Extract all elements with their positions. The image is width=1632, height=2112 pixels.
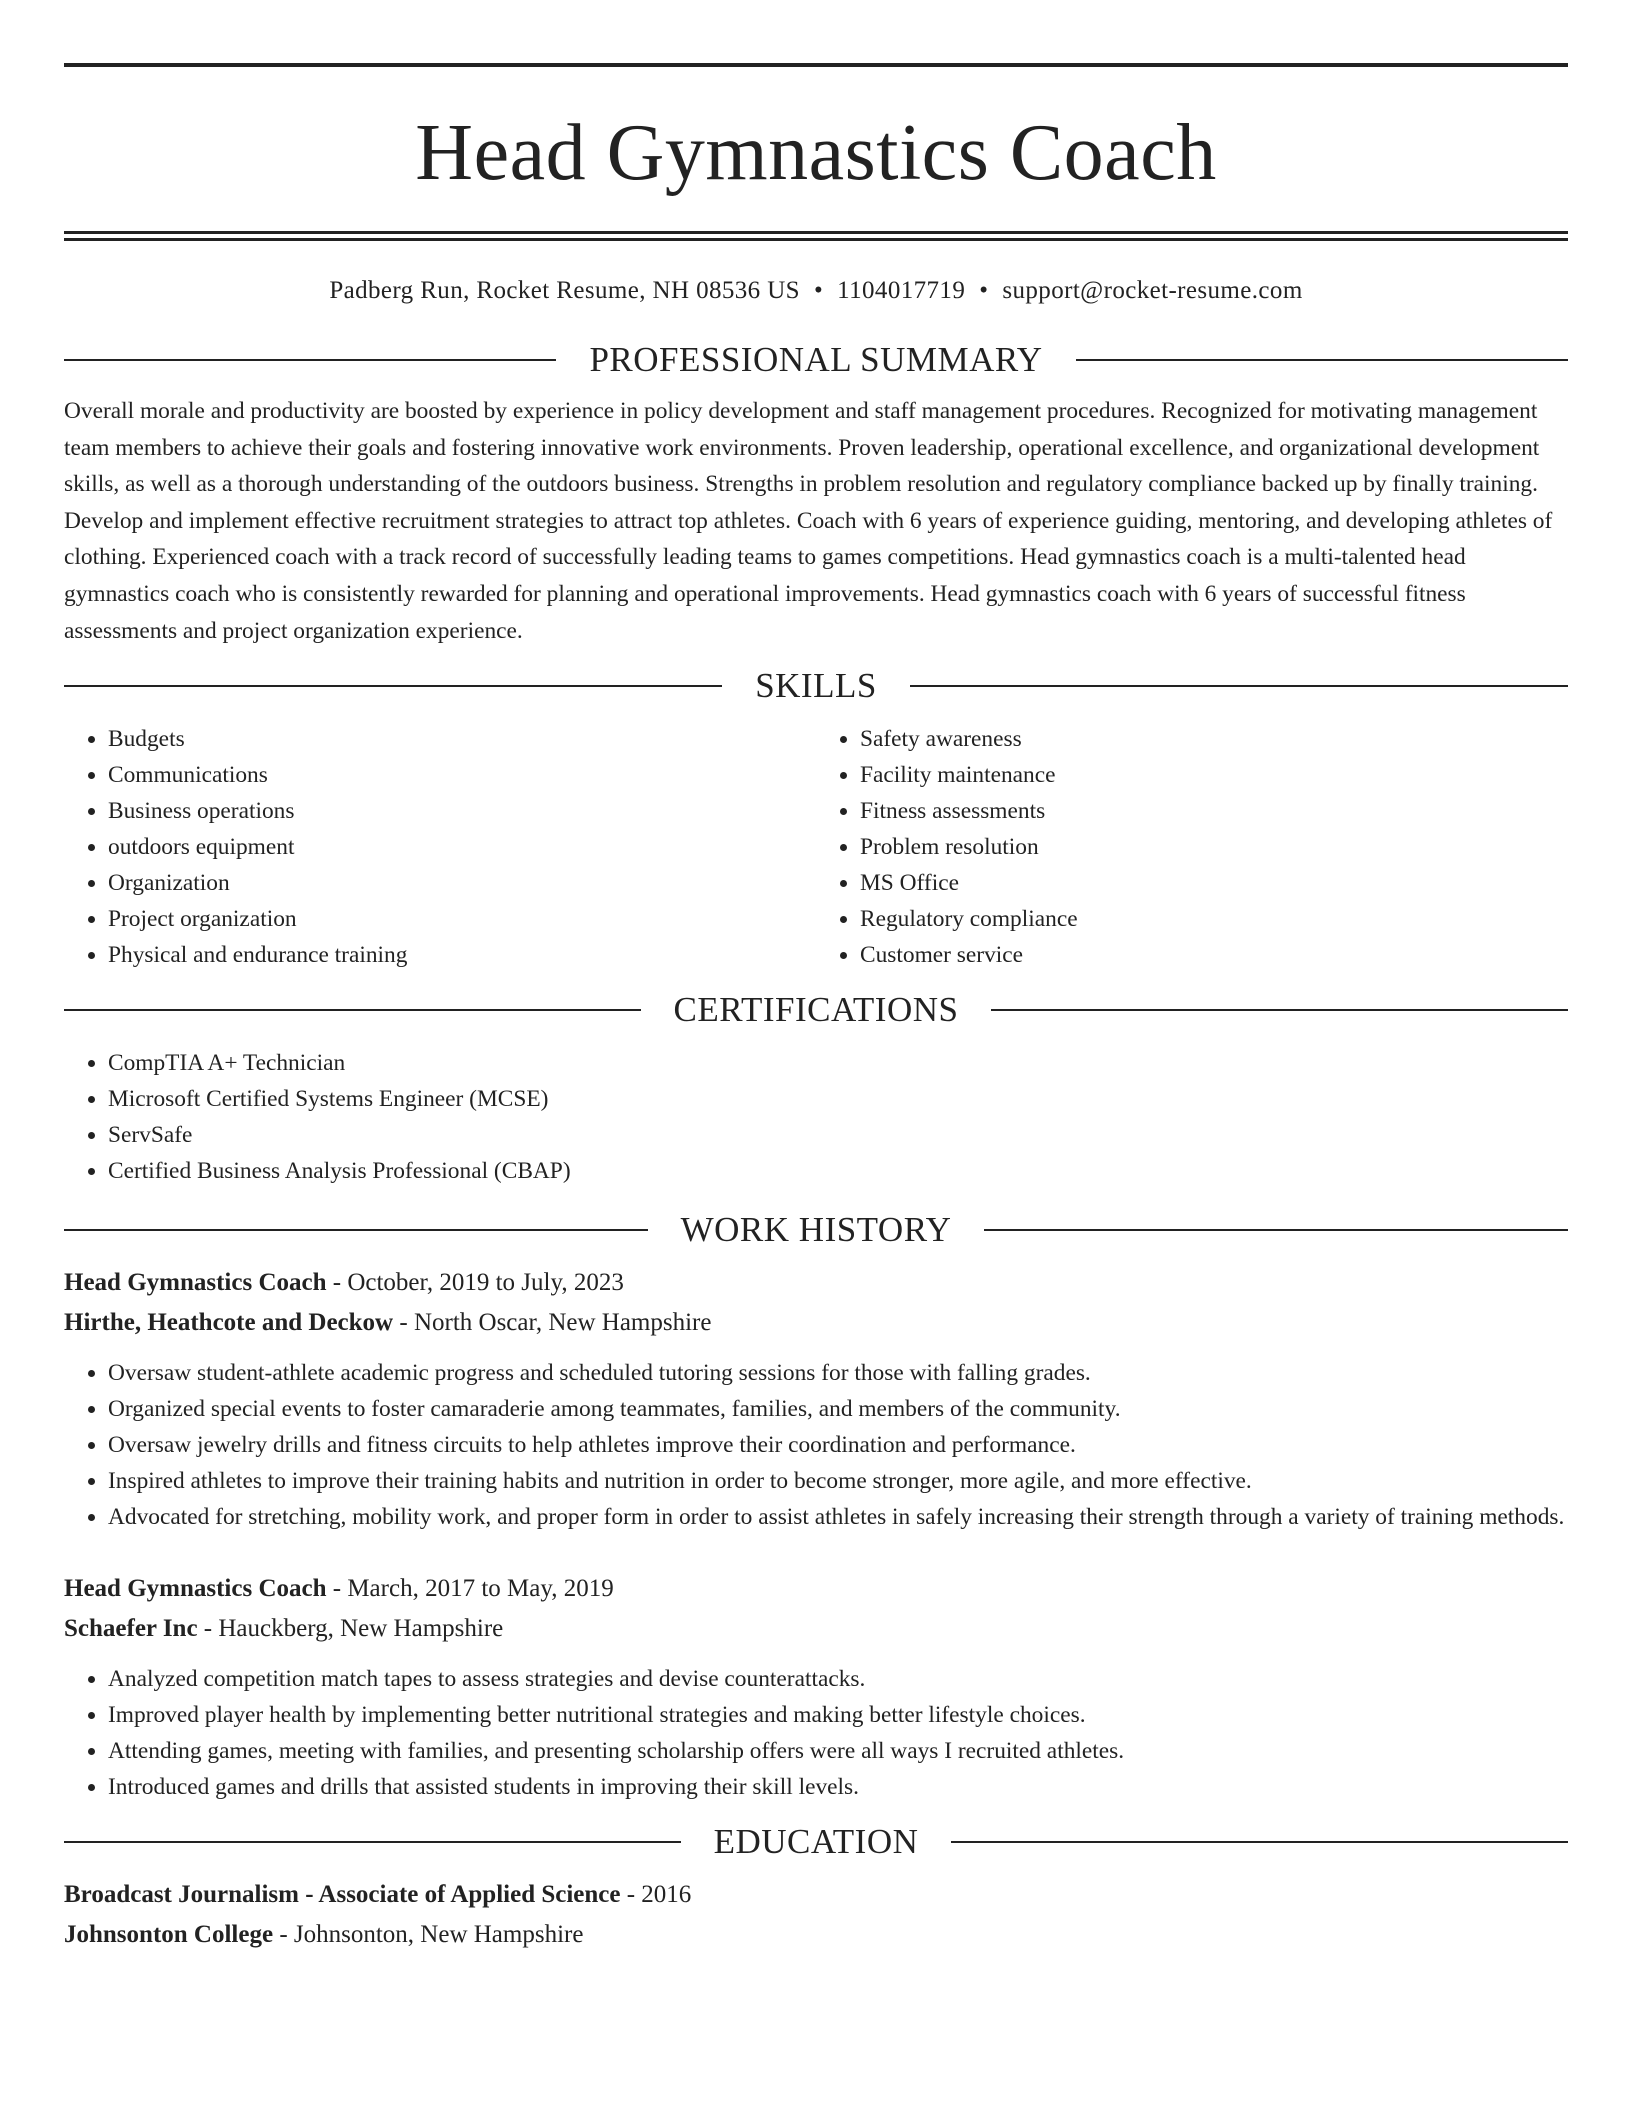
contact-email: support@rocket-resume.com [1002,277,1303,304]
heading-rule [991,1009,1568,1011]
job-role: Head Gymnastics Coach [64,1575,327,1603]
skills-grid [64,721,1568,973]
heading-rule [64,359,556,361]
job-bullet: • Analyzed competition match tapes to assess strategies and devise counterattacks. [108,1661,1568,1697]
job-location: - North Oscar, New Hampshire [393,1309,712,1337]
heading-rule [910,685,1568,687]
skill-item: • MS Office [860,865,1568,901]
education-entry [64,1875,1568,1955]
work-title: WORK HISTORY [680,1210,952,1250]
heading-rule [64,1009,641,1011]
double-rule [64,231,1568,241]
job-entry [64,1263,1568,1535]
heading-rule [64,1229,648,1231]
job-role-line [64,1263,1568,1303]
skills-list-right [816,721,1568,973]
certification-item: • CompTIA A+ Technician [108,1045,1568,1081]
contact-address: Padberg Run, Rocket Resume, NH 08536 US [329,277,800,304]
certifications-section-heading [64,985,1568,1035]
education-title: EDUCATION [713,1822,919,1862]
job-dates: - March, 2017 to May, 2019 [326,1575,614,1603]
certification-item: • ServSafe [108,1117,1568,1153]
skill-item: • outdoors equipment [108,829,816,865]
skill-item: • Safety awareness [860,721,1568,757]
heading-rule [984,1229,1568,1231]
job-bullet: • Oversaw jewelry drills and fitness circuits to help athletes improve their coordination and performance. [108,1427,1568,1463]
skills-list-left [64,721,816,973]
education-school: Johnsonton College [64,1921,274,1949]
skill-item: • Project organization [108,901,816,937]
job-dates: - October, 2019 to July, 2023 [326,1269,624,1297]
job-entry [64,1569,1568,1805]
top-rule [64,63,1568,67]
skill-item: • Budgets [108,721,816,757]
job-role: Head Gymnastics Coach [64,1269,327,1297]
heading-rule [64,685,722,687]
skills-title: SKILLS [755,666,877,706]
summary-section-heading [64,335,1568,385]
contact-separator: • [979,277,989,304]
skill-item: • Organization [108,865,816,901]
contact-line [64,274,1568,308]
job-bullet: • Oversaw student-athlete academic progress and scheduled tutoring sessions for those with falling grades. [108,1355,1568,1391]
heading-rule [951,1841,1568,1843]
skill-item: • Communications [108,757,816,793]
summary-text: Overall morale and productivity are boosted by experience in policy development and staff management procedures. Recognized for motivating management team members to achieve their goals and fostering innovative work environments. Proven leadership, operational excellence, and organizational development skills, as well as a thorough understanding of the outdoors business. Strengths in problem resolution and regulatory compliance backed up by finally training. Develop and implement effective recruitment strategies to attract top athletes. Coach with 6 years of experience guiding, mentoring, and developing athletes of clothing. Experienced coach with a track record of successfully leading teams to games competitions. Head gymnastics coach is a multi-talented head gymnastics coach who is consistently rewarded for planning and operational improvements. Head gymnastics coach with 6 years of successful fitness assessments and project organization experience. [64,398,1553,644]
certifications-title: CERTIFICATIONS [673,990,959,1030]
job-bullet: • Advocated for stretching, mobility work, and proper form in order to assist athletes in safely increasing their strength through a variety of training methods. [108,1499,1568,1535]
job-role-line [64,1569,1568,1609]
contact-phone: 1104017719 [837,277,966,304]
work-section-heading [64,1205,1568,1255]
education-year: - 2016 [620,1881,692,1909]
education-degree: Broadcast Journalism - Associate of Applied Science [64,1881,621,1909]
job-company-line [64,1609,1568,1649]
education-location: - Johnsonton, New Hampshire [273,1921,584,1949]
certification-item: • Certified Business Analysis Professional (CBAP) [108,1153,1568,1189]
heading-rule [64,1841,681,1843]
job-bullets [64,1661,1568,1805]
skill-item: • Physical and endurance training [108,937,816,973]
resume-name: Head Gymnastics Coach [415,109,1217,197]
summary-title: PROFESSIONAL SUMMARY [589,340,1043,379]
job-bullet: • Introduced games and drills that assisted students in improving their skill levels. [108,1769,1568,1805]
job-company: Hirthe, Heathcote and Deckow [64,1309,394,1337]
job-company-line [64,1303,1568,1343]
job-company: Schaefer Inc [64,1615,198,1643]
contact-separator: • [813,277,824,304]
education-section-heading [64,1817,1568,1867]
job-bullet: • Improved player health by implementing better nutritional strategies and making better lifestyle choices. [108,1697,1568,1733]
job-bullet: • Attending games, meeting with families, and presenting scholarship offers were all ways I recruited athletes. [108,1733,1568,1769]
job-bullet: • Inspired athletes to improve their training habits and nutrition in order to become stronger, more agile, and more effective. [108,1463,1568,1499]
job-bullets [64,1355,1568,1535]
education-degree-line [64,1875,1568,1915]
job-location: - Hauckberg, New Hampshire [197,1615,504,1643]
skills-section-heading [64,661,1568,711]
skill-item: • Customer service [860,937,1568,973]
skill-item: • Facility maintenance [860,757,1568,793]
skill-item: • Regulatory compliance [860,901,1568,937]
job-bullet: • Organized special events to foster camaraderie among teammates, families, and members of the community. [108,1391,1568,1427]
certifications-list [64,1045,1568,1189]
skill-item: • Business operations [108,793,816,829]
certification-item: • Microsoft Certified Systems Engineer (MCSE) [108,1081,1568,1117]
skill-item: • Fitness assessments [860,793,1568,829]
skill-item: • Problem resolution [860,829,1568,865]
education-school-line [64,1915,1568,1955]
heading-rule [1076,359,1568,361]
